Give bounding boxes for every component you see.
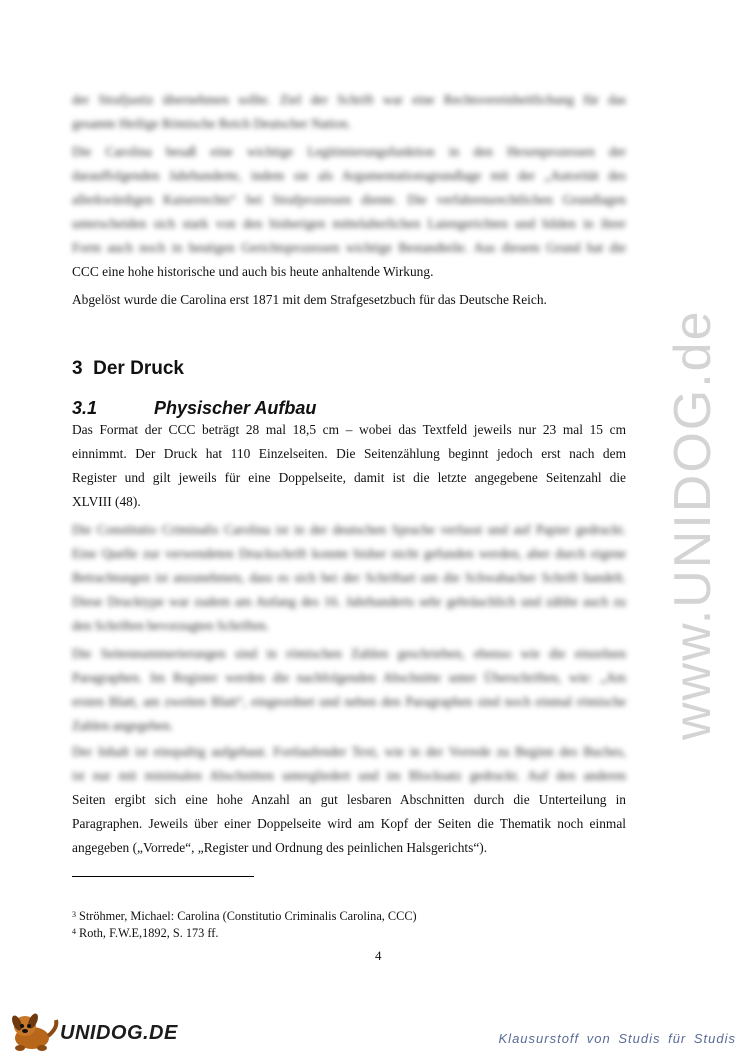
text-line: Der Inhalt ist einspaltig aufgebaut. Fortlaufender Text, wie in der Vorrede zu Beginn des Buches, [72, 744, 626, 759]
unidog-watermark [640, 285, 740, 745]
paragraph-3: Abgelöst wurde die Carolina erst 1871 mit dem Strafgesetzbuch für das Deutsche Reich. [72, 292, 547, 307]
section-title: Der Druck [93, 358, 184, 379]
text-line: unterscheiden sich stark von den bisherigen mittelalterlichen Laiengerichten und bilden in ihrer [72, 216, 626, 231]
text-line: Paragraphen. Jeweils über einer Doppelseite wird am Kopf der Seiten die Thematik noch einmal [72, 816, 626, 831]
section-number: 3 [72, 358, 83, 379]
text-line: einnimmt. Der Druck hat 110 Einzelseiten. Die Seitenzählung beginnt jedoch erst nach dem [72, 446, 626, 461]
logo-text: UNIDOG.DE [60, 1022, 178, 1044]
subsection-title: Physischer Aufbau [154, 398, 317, 418]
paragraph-line: CCC eine hohe historische und auch bis heute anhaltende Wirkung. [72, 264, 434, 279]
text-line: Seiten ergibt sich eine hohe Anzahl an gut lesbaren Abschnitten durch die Unterteilung in [72, 792, 626, 807]
text-line: Betrachtungen ist anzunehmen, dass es sich bei der Schriftart um die Schwabacher Schrift handelt. [72, 570, 626, 585]
text-line: Die Seitennummerierungen sind in römischen Zahlen geschrieben, ebenso wie die einzelnen [72, 646, 626, 661]
text-line: Die Constitutio Criminalis Carolina ist in der deutschen Sprache verfasst und auf Papier gedruckt. [72, 522, 626, 537]
footnote-3 [72, 908, 417, 924]
text-line: Zahlen angegeben. [72, 718, 174, 733]
text-line: den Schriften bevorzugten Schriften. [72, 618, 270, 633]
text-line: Diese Drucktype war zudem am Anfang des 16. Jahrhunderts sehr gebräuchlich und zählte auch zu [72, 594, 626, 609]
page-number: 4 [375, 948, 382, 963]
text-line: XLVIII (48). [72, 494, 141, 509]
footnote-number: 4 [72, 927, 76, 936]
footnote-divider [72, 876, 254, 877]
text-line: Die Carolina besaß eine wichtige Legitimierungsfunktion in den Hexenprozessen der [72, 144, 626, 159]
text-line: Das Format der CCC beträgt 28 mal 18,5 cm – wobei das Textfeld jeweils nur 23 mal 15 cm [72, 422, 626, 437]
slogan: Klausurstoff von Studis für Studis [498, 1031, 736, 1046]
text-line: allerkwürdigen Kaiserrechts“ bei Strafprozessen diente. Die verfahrensrechtlichen Grundlagen [72, 192, 626, 207]
text-line: angegeben („Vorrede“, „Register und Ordnung des peinlichen Halsgerichts“). [72, 840, 488, 855]
subsection-heading [72, 398, 316, 419]
text-line: Register und gilt jeweils für eine Doppelseite, damit ist die letzte angegebene Seitenzahl die [72, 470, 626, 485]
section-heading [72, 358, 184, 380]
footnote-4 [72, 925, 218, 941]
text-line: darauffolgenden Jahrhunderte, indem sie als Argumentationsgrundlage mit der „Autorität des [72, 168, 626, 183]
footnote-number: 3 [72, 910, 76, 919]
text-line: ersten Blatt, am zweiten Blatt“, eingeordnet und neben den Paragraphen sind noch einmal römische [72, 694, 626, 709]
text-line: Paragraphen. Im Register werden die nachfolgenden Abschnitte unter Überschriften, wie: „Am [72, 670, 626, 685]
text-line: gesamte Heilige Römische Reich Deutscher Nation. [72, 116, 351, 131]
footnote-text: Ströhmer, Michael: Carolina (Constitutio Criminalis Carolina, CCC) [79, 909, 417, 923]
footnote-text: Roth, F.W.E,1892, S. 173 ff. [79, 926, 219, 940]
watermark-text: www.UNIDOG.de [664, 309, 722, 740]
dog-icon [6, 1010, 62, 1054]
text-line: der Strafjustiz übernehmen sollte. Ziel der Schrift war eine Rechtsvereinheitlichung für das [72, 92, 626, 107]
subsection-number: 3.1 [72, 398, 98, 418]
unidog-logo [6, 1010, 176, 1054]
text-line: ist nur mit minimalen Abschnitten untergliedert und im Blocksatz gedruckt. Auf den anderen [72, 768, 626, 783]
text-line: Eine Quelle zur verwendeten Druckschrift konnte bisher nicht gefunden werden, aber durch eigene [72, 546, 626, 561]
text-line: Form auch noch in heutigen Gerichtsprozessen wichtige Bestandteile. Aus diesem Grund hat die [72, 240, 626, 255]
